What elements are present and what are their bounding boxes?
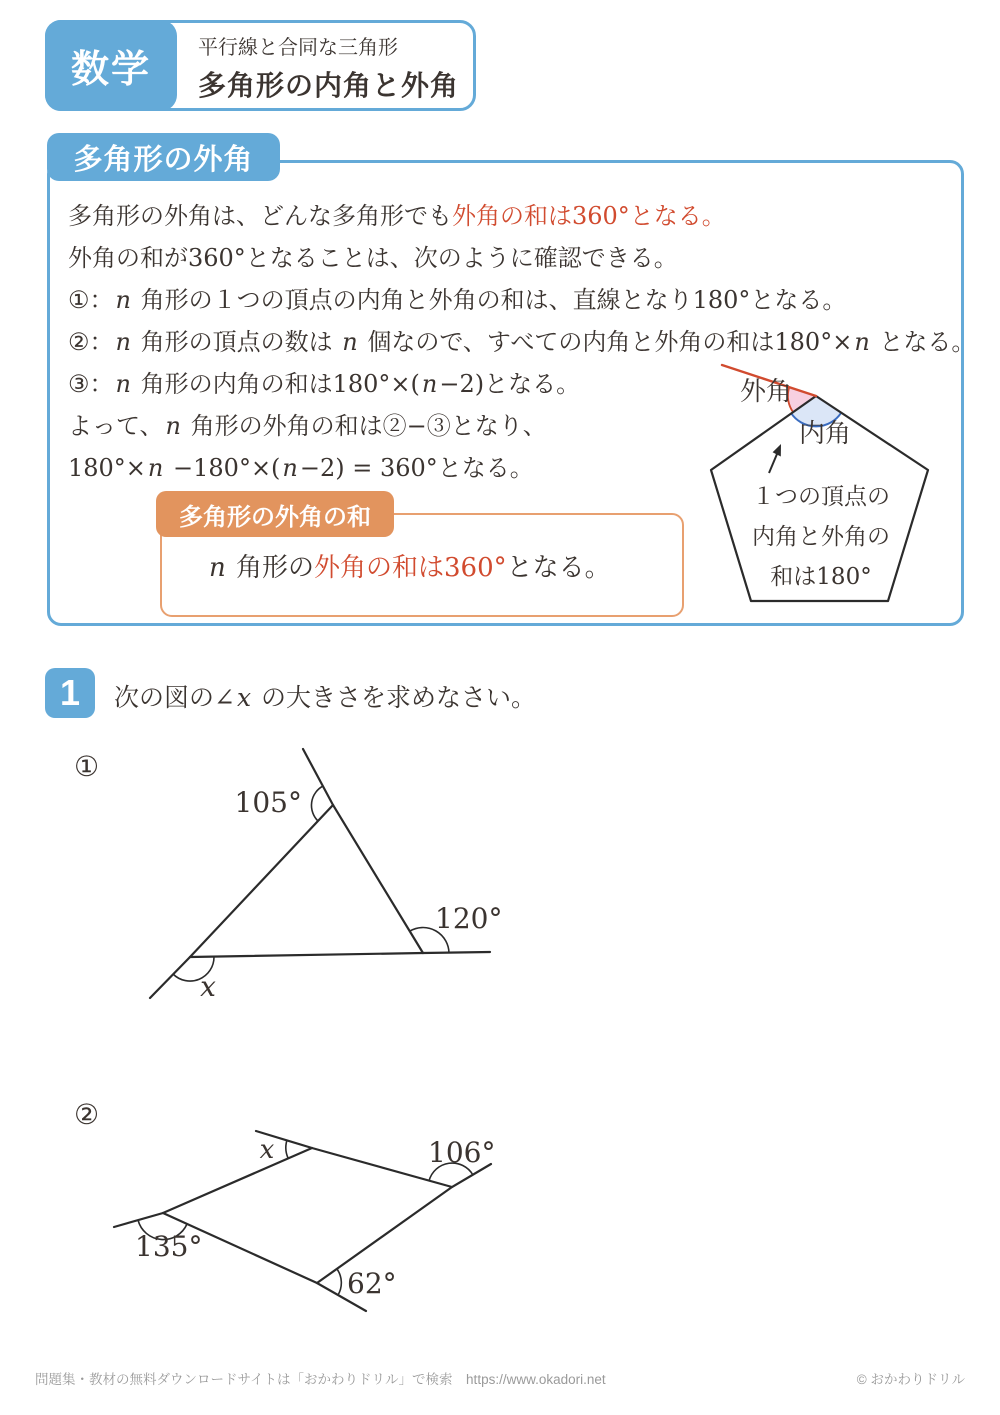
angle-value-bottom: 62° (347, 1267, 397, 1300)
angle-arc-top (311, 786, 323, 821)
angle-value-top: x (259, 1135, 275, 1165)
angle-value-right: 120° (435, 902, 503, 935)
pentagon-caption-line: １つの頂点の (752, 484, 890, 510)
angle-arc-top (286, 1140, 288, 1158)
quad-top-left-side (114, 1148, 312, 1227)
info-line: 外角の和が360°となることは、次のように確認できる。 (68, 244, 678, 272)
rule-text: n 角形の外角の和は360°となる。 (209, 553, 611, 583)
footer-site-info: 問題集・教材の無料ダウンロードサイトは「おかわりドリル」で検索 https://www.okadori.net (35, 1372, 606, 1387)
interior-angle-label: 内角 (798, 419, 852, 449)
info-line: よって、n 角形の外角の和は②−③となり、 (68, 412, 547, 440)
info-line: ①：n 角形の１つの頂点の内角と外角の和は、直線となり180°となる。 (68, 286, 847, 314)
page-title: 多角形の内角と外角 (198, 70, 460, 101)
triangle-right-side (303, 749, 423, 953)
info-line: ③：n 角形の内角の和は180°×(n−2)となる。 (68, 370, 581, 398)
header-titles (198, 31, 459, 104)
triangle-base-line (190, 952, 490, 957)
problem-number-badge: 1 (45, 668, 95, 718)
diagram-2-quadrilateral (60, 1090, 560, 1340)
info-box-tab: 多角形の外角 (47, 133, 280, 181)
info-box (47, 143, 976, 626)
footer-copyright: © おかわりドリル (856, 1372, 965, 1387)
pointer-arrow-line (769, 454, 777, 473)
info-line: 多角形の外角は、どんな多角形でも外角の和は360°となる。 (68, 202, 726, 230)
angle-arc-bottom (337, 1269, 341, 1295)
triangle-left-side (150, 805, 333, 998)
angle-value-left: x (200, 970, 216, 1003)
info-line: 180°×n −180°×(n−2) = 360°となる。 (68, 454, 534, 482)
info-line: ②：n 角形の頂点の数は n 個なので、すべての内角と外角の和は180°×n となる。 (68, 328, 976, 356)
rule-box-tab: 多角形の外角の和 (156, 491, 394, 537)
angle-value-left: 135° (135, 1230, 203, 1263)
header (45, 20, 476, 111)
rule-box (160, 503, 684, 617)
diagram-1-triangle (60, 740, 560, 1020)
pentagon-caption-line: 内角と外角の (752, 524, 890, 550)
quad-bottom-right-side (317, 1164, 491, 1283)
subject-badge: 数学 (45, 20, 177, 111)
diagram-2-label: ② (74, 1098, 100, 1131)
header-subtitle: 平行線と合同な三角形 (198, 37, 398, 59)
pentagon-figure (693, 358, 958, 608)
exterior-angle-label: 外角 (739, 377, 793, 407)
angle-value-right: 106° (428, 1136, 496, 1169)
problem-prompt: 次の図の∠x の大きさを求めなさい。 (114, 683, 537, 712)
angle-value-top: 105° (234, 786, 302, 819)
diagram-1-label: ① (74, 750, 100, 783)
pentagon-caption-line: 和は180° (770, 564, 872, 590)
